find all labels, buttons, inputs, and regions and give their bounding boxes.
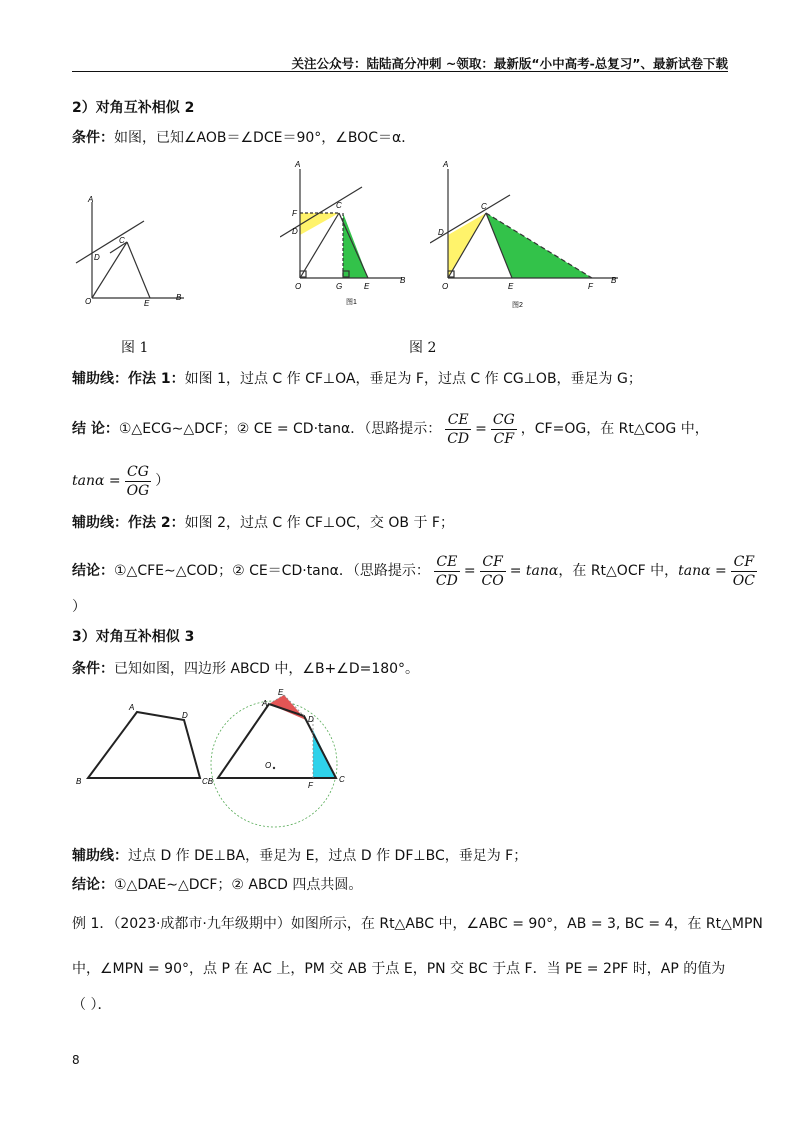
s2-conclusion-2-tail: ，在 Rt△OCF 中，	[558, 563, 679, 579]
s3-condition-label: 条件：	[72, 661, 114, 677]
section-2-title: 2）对角互补相似 2	[72, 100, 195, 116]
quad-label-cb: CB	[202, 777, 214, 786]
fig1-label-e: E	[144, 299, 150, 308]
quad2-label-a: A	[262, 699, 268, 708]
tan-alpha-expression: tanα =	[72, 473, 121, 489]
quad2-label-e: E	[278, 688, 284, 697]
s2-condition-label: 条件：	[72, 130, 114, 146]
fig2a-label-d: D	[292, 227, 298, 236]
fraction-cf-co: $\frac{CF}{CO}$	[481, 553, 504, 589]
equals-sign: =	[475, 421, 487, 437]
fig1-label-b: B	[176, 293, 182, 302]
fig2a-label-b: B	[400, 276, 406, 285]
figure-1-caption: 图 1	[121, 340, 149, 356]
quad2-label-c: C	[339, 775, 345, 784]
s2-method-1-text: 如图 1，过点 C 作 CF⊥OA，垂足为 F，过点 C 作 CG⊥OB，垂足为 G；	[184, 371, 642, 387]
header-rule	[72, 71, 728, 72]
fraction-ce-cd: $\frac{CE}{CD}$	[447, 411, 470, 447]
fraction-ce-cd-2: $\frac{CE}{CD}$	[435, 553, 458, 589]
example-1-line-3: （ ）．	[72, 997, 112, 1013]
fraction-cg-og: $\frac{CG}{OG}$	[126, 463, 150, 499]
fig2b-label-c: C	[481, 202, 487, 211]
fig2a-label-g: G	[336, 282, 343, 291]
s2-condition	[72, 128, 415, 148]
figure-1	[72, 190, 192, 315]
figure-quadrilateral	[72, 686, 362, 836]
s2-method-1-label: 辅助线：作法 1：	[72, 371, 185, 387]
figure-2b	[430, 157, 625, 317]
s3-auxiliary-text: 过点 D 作 DE⊥BA，垂足为 E，过点 D 作 DF⊥BC，垂足为 F；	[128, 848, 528, 864]
quad2-label-o: O	[265, 761, 272, 770]
s2-conclusion-1-label: 结 论：	[72, 421, 119, 437]
fig2a-label-a: A	[295, 160, 301, 169]
example-1-line-1: 例 1．（2023·成都市·九年级期中）如图所示，在 Rt△ABC 中，∠ABC = 90°，AB = 3, BC = 4，在 Rt△MPN	[72, 916, 763, 932]
s2-condition-text: 如图，已知∠AOB＝∠DCE＝90°，∠BOC＝α．	[114, 130, 416, 146]
s3-auxiliary	[72, 846, 527, 866]
s2-method-2-text: 如图 2，过点 C 作 CF⊥OC，交 OB 于 F；	[184, 515, 454, 531]
fig2b-label-a: A	[443, 160, 449, 169]
quad2-label-f: F	[308, 781, 313, 790]
s3-conclusion-label: 结论：	[72, 877, 114, 893]
fig1-label-c: C	[119, 236, 125, 245]
s2-conclusion-1-tail: ，CF=OG，在 Rt△COG 中，	[520, 421, 709, 437]
fig2a-small-caption: 图1	[346, 299, 357, 306]
example-1-line-2: 中，∠MPN = 90°，点 P 在 AC 上，PM 交 AB 于点 E，PN 交 BC 于点 F．当 PE = 2PF 时，AP 的值为	[72, 961, 726, 977]
s3-auxiliary-label: 辅助线：	[72, 848, 128, 864]
s2-conclusion-1-text: ①△ECG∼△DCF；② CE = CD·tanα．（思路提示：	[118, 421, 442, 437]
s2-conclusion-2-close: ）	[72, 599, 86, 615]
s2-method-1	[72, 369, 642, 389]
s3-conclusion	[72, 875, 362, 895]
s2-method-2-label: 辅助线：作法 2：	[72, 515, 185, 531]
s2-conclusion-1	[72, 401, 709, 461]
s2-method-2	[72, 513, 454, 533]
fig2a-label-f: F	[292, 209, 297, 218]
s2-conclusion-2-text: ①△CFE∼△COD；② CE＝CD·tanα．（思路提示：	[114, 563, 430, 579]
fraction-cf-oc: $\frac{CF}{OC}$	[732, 553, 755, 589]
s2-conclusion-1-line2: tanα = $\frac{CG}{OG}$ ）	[72, 463, 170, 499]
fig2a-label-o: O	[295, 282, 302, 291]
s2-conclusion-2-label: 结论：	[72, 563, 114, 579]
fig2b-label-o: O	[442, 282, 449, 291]
s3-condition-text: 已知如图，四边形 ABCD 中，∠B+∠D=180°。	[114, 661, 420, 677]
fig1-label-d: D	[94, 253, 100, 262]
s2-conclusion-2: 结论： ①△CFE∼△COD；② CE＝CD·tanα．（思路提示： $\frac{CE}{CD}$ = $\frac{CF}{CO}$ = tanα ，在 Rt△OCF 中， tanα = $\frac{CF}{OC}$	[72, 553, 755, 589]
fig2b-label-b: B	[611, 276, 617, 285]
figure-2-caption: 图 2	[409, 340, 437, 356]
page-header: 关注公众号：陆陆高分冲刺 ~领取：最新版“小中高考-总复习”、最新试卷下载	[291, 56, 728, 71]
fig2b-label-e: E	[508, 282, 514, 291]
fig1-label-a: A	[88, 195, 94, 204]
fraction-cg-cf: $\frac{CG}{CF}$	[492, 411, 515, 447]
quad-label-d: D	[182, 711, 188, 720]
fig2b-label-f: F	[588, 282, 593, 291]
fig2b-label-d: D	[438, 228, 444, 237]
s3-conclusion-text: ①△DAE∼△DCF；② ABCD 四点共圆。	[114, 877, 363, 893]
quad-label-b: B	[76, 777, 82, 786]
fig2b-small-caption: 图2	[512, 302, 523, 309]
quad2-label-d: D	[308, 715, 314, 724]
fig2a-label-e: E	[364, 282, 370, 291]
fig1-label-o: O	[85, 297, 92, 306]
page-number: 8	[72, 1053, 80, 1067]
s3-condition	[72, 659, 419, 679]
fig2a-label-c: C	[336, 201, 342, 210]
section-3-title: 3）对角互补相似 3	[72, 629, 195, 645]
quad-label-a: A	[129, 703, 135, 712]
figure-2a	[280, 157, 415, 317]
